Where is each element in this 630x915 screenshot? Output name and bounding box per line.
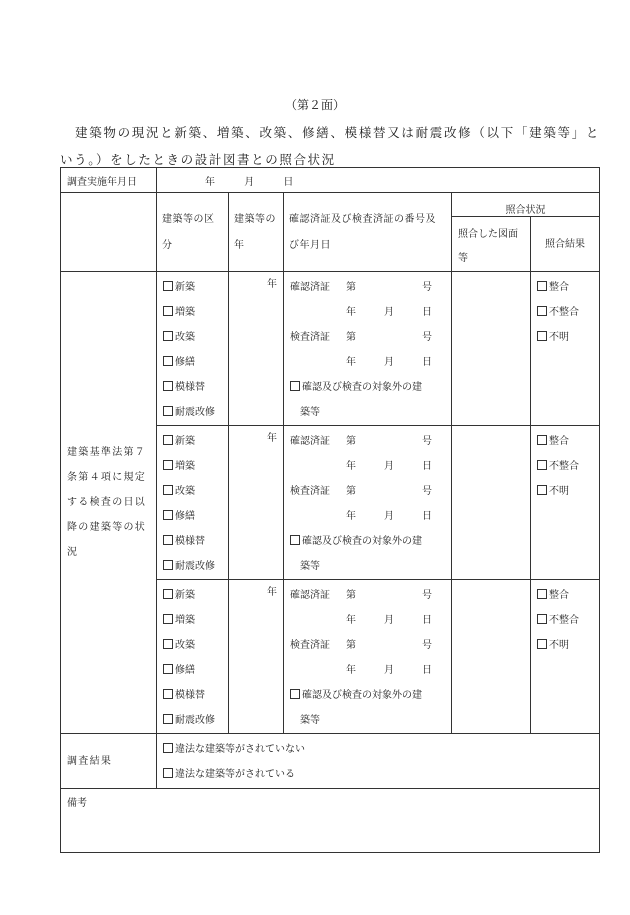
exempt-option-cont: 築等: [300, 407, 320, 418]
entries-body: [61, 272, 600, 734]
year-cell[interactable]: [229, 426, 284, 580]
result-option[interactable]: 整合: [537, 583, 599, 608]
checkbox-icon: [290, 381, 300, 391]
checkbox-icon: [163, 331, 173, 341]
result-cell: [531, 426, 600, 580]
checkbox-icon: [537, 639, 547, 649]
category-option[interactable]: 模様替: [163, 375, 228, 400]
year-unit: 年: [267, 587, 277, 598]
section-label-cell: [61, 193, 157, 272]
inspection-date-line[interactable]: 年 月 日: [346, 357, 432, 368]
inspection-number-line[interactable]: 検査済証 第 号: [290, 486, 432, 497]
result-option[interactable]: 整合: [537, 429, 599, 454]
survey-result-row: [61, 734, 600, 789]
checkbox-icon: [537, 435, 547, 445]
year-unit: 年: [267, 433, 277, 444]
checkbox-icon: [163, 560, 173, 570]
checkbox-icon: [163, 714, 173, 724]
checkbox-icon: [163, 664, 173, 674]
checkbox-icon: [163, 689, 173, 699]
checkbox-icon: [163, 589, 173, 599]
category-cell: [157, 272, 229, 426]
exempt-option[interactable]: 確認及び検査の対象外の建: [290, 529, 447, 554]
category-option[interactable]: 増築: [163, 608, 228, 633]
category-option[interactable]: 模様替: [163, 529, 228, 554]
category-option[interactable]: 改築: [163, 633, 228, 658]
inspection-date-line[interactable]: 年 月 日: [346, 511, 432, 522]
certificate-cell: [284, 580, 452, 734]
result-option[interactable]: 不整合: [537, 608, 599, 633]
remarks-row: [61, 789, 600, 853]
checkbox-icon: [163, 743, 173, 753]
checkbox-icon: [163, 768, 173, 778]
category-option[interactable]: 修繕: [163, 350, 228, 375]
survey-date-field[interactable]: [157, 168, 600, 193]
confirmation-date-line[interactable]: 年 月 日: [346, 615, 432, 626]
checkbox-icon: [537, 331, 547, 341]
checkbox-icon: [163, 485, 173, 495]
category-option[interactable]: 修繕: [163, 658, 228, 683]
category-option[interactable]: 耐震改修: [163, 708, 228, 733]
result-option[interactable]: 整合: [537, 275, 599, 300]
survey-month-unit: 月: [244, 177, 255, 188]
survey-date-row: [61, 168, 600, 193]
checkbox-icon: [163, 435, 173, 445]
certificate-header: 確認済証及び検査済証の番号及び年月日: [284, 193, 452, 272]
survey-result-label: 調査結果: [61, 734, 157, 789]
result-header: 照合結果: [531, 217, 600, 272]
result-cell: [531, 272, 600, 426]
confirmation-number-line[interactable]: 確認済証 第 号: [290, 282, 432, 293]
category-option[interactable]: 新築: [163, 429, 228, 454]
checkbox-icon: [537, 460, 547, 470]
survey-date-label: 調査実施年月日: [61, 168, 157, 193]
survey-day-unit: 日: [283, 177, 294, 188]
checkbox-icon: [163, 306, 173, 316]
confirmation-number-line[interactable]: 確認済証 第 号: [290, 436, 432, 447]
checkbox-icon: [290, 689, 300, 699]
page-label: （第２面）: [284, 98, 345, 112]
remarks-label: 備考: [67, 798, 87, 809]
confirmation-date-line[interactable]: 年 月 日: [346, 461, 432, 472]
checkbox-icon: [163, 510, 173, 520]
section-label: 建築基準法第７条第４項に規定する検査の日以降の建築等の状況: [61, 272, 157, 734]
year-cell[interactable]: [229, 580, 284, 734]
result-option[interactable]: 不明: [537, 479, 599, 504]
certificate-cell: [284, 426, 452, 580]
checkbox-icon: [163, 535, 173, 545]
checkbox-icon: [537, 485, 547, 495]
checkbox-icon: [163, 281, 173, 291]
checkbox-icon: [537, 614, 547, 624]
verification-header: 照合状況: [452, 193, 600, 217]
category-cell: [157, 426, 229, 580]
checkbox-icon: [163, 460, 173, 470]
category-option[interactable]: 模様替: [163, 683, 228, 708]
certificate-cell: [284, 272, 452, 426]
result-cell: [531, 580, 600, 734]
checkbox-icon: [163, 381, 173, 391]
year-cell[interactable]: [229, 272, 284, 426]
year-unit: 年: [267, 279, 277, 290]
exempt-option-cont: 築等: [300, 561, 320, 572]
category-header: 建築等の区分: [157, 193, 229, 272]
result-option[interactable]: 不整合: [537, 454, 599, 479]
category-option[interactable]: 修繕: [163, 504, 228, 529]
confirmation-number-line[interactable]: 確認済証 第 号: [290, 590, 432, 601]
header-row-1: [61, 193, 600, 217]
verified-drawings-cell[interactable]: [452, 580, 531, 734]
category-option[interactable]: 増築: [163, 300, 228, 325]
result-option[interactable]: 不明: [537, 325, 599, 350]
category-option[interactable]: 新築: [163, 583, 228, 608]
form-heading: 建築物の現況と新築、増築、改築、修繕、模様替又は耐震改修（以下「建築等」という。）をしたときの設計図書との照合状況: [60, 125, 600, 167]
year-header: 建築等の年: [229, 193, 284, 272]
category-option[interactable]: 改築: [163, 325, 228, 350]
checkbox-icon: [163, 406, 173, 416]
inspection-number-line[interactable]: 検査済証 第 号: [290, 332, 432, 343]
entry-row: [61, 272, 600, 426]
checkbox-icon: [537, 589, 547, 599]
verified-drawings-header: 照合した図面等: [452, 217, 531, 272]
category-option[interactable]: 耐震改修: [163, 400, 228, 425]
checkbox-icon: [537, 306, 547, 316]
checkbox-icon: [290, 535, 300, 545]
exempt-option[interactable]: 確認及び検査の対象外の建: [290, 683, 447, 708]
result-option[interactable]: 不明: [537, 633, 599, 658]
exempt-option-cont: 築等: [300, 715, 320, 726]
category-option[interactable]: 改築: [163, 479, 228, 504]
remarks-cell[interactable]: [61, 789, 600, 853]
confirmation-date-line[interactable]: 年 月 日: [346, 307, 432, 318]
category-option[interactable]: 耐震改修: [163, 554, 228, 579]
checkbox-icon: [163, 614, 173, 624]
category-cell: [157, 580, 229, 734]
verified-drawings-cell[interactable]: [452, 272, 531, 426]
result-option[interactable]: 不整合: [537, 300, 599, 325]
survey-year-unit: 年: [205, 177, 215, 188]
checkbox-icon: [163, 356, 173, 366]
verified-drawings-cell[interactable]: [452, 426, 531, 580]
survey-result-option-legal[interactable]: 違法な建築等がされていない: [163, 737, 599, 762]
exempt-option[interactable]: 確認及び検査の対象外の建: [290, 375, 447, 400]
inspection-date-line[interactable]: 年 月 日: [346, 665, 432, 676]
survey-result-options: [157, 734, 600, 789]
survey-result-option-illegal[interactable]: 違法な建築等がされている: [163, 762, 599, 787]
inspection-form-table: [60, 167, 600, 853]
category-option[interactable]: 増築: [163, 454, 228, 479]
inspection-number-line[interactable]: 検査済証 第 号: [290, 640, 432, 651]
category-option[interactable]: 新築: [163, 275, 228, 300]
checkbox-icon: [537, 281, 547, 291]
checkbox-icon: [163, 639, 173, 649]
